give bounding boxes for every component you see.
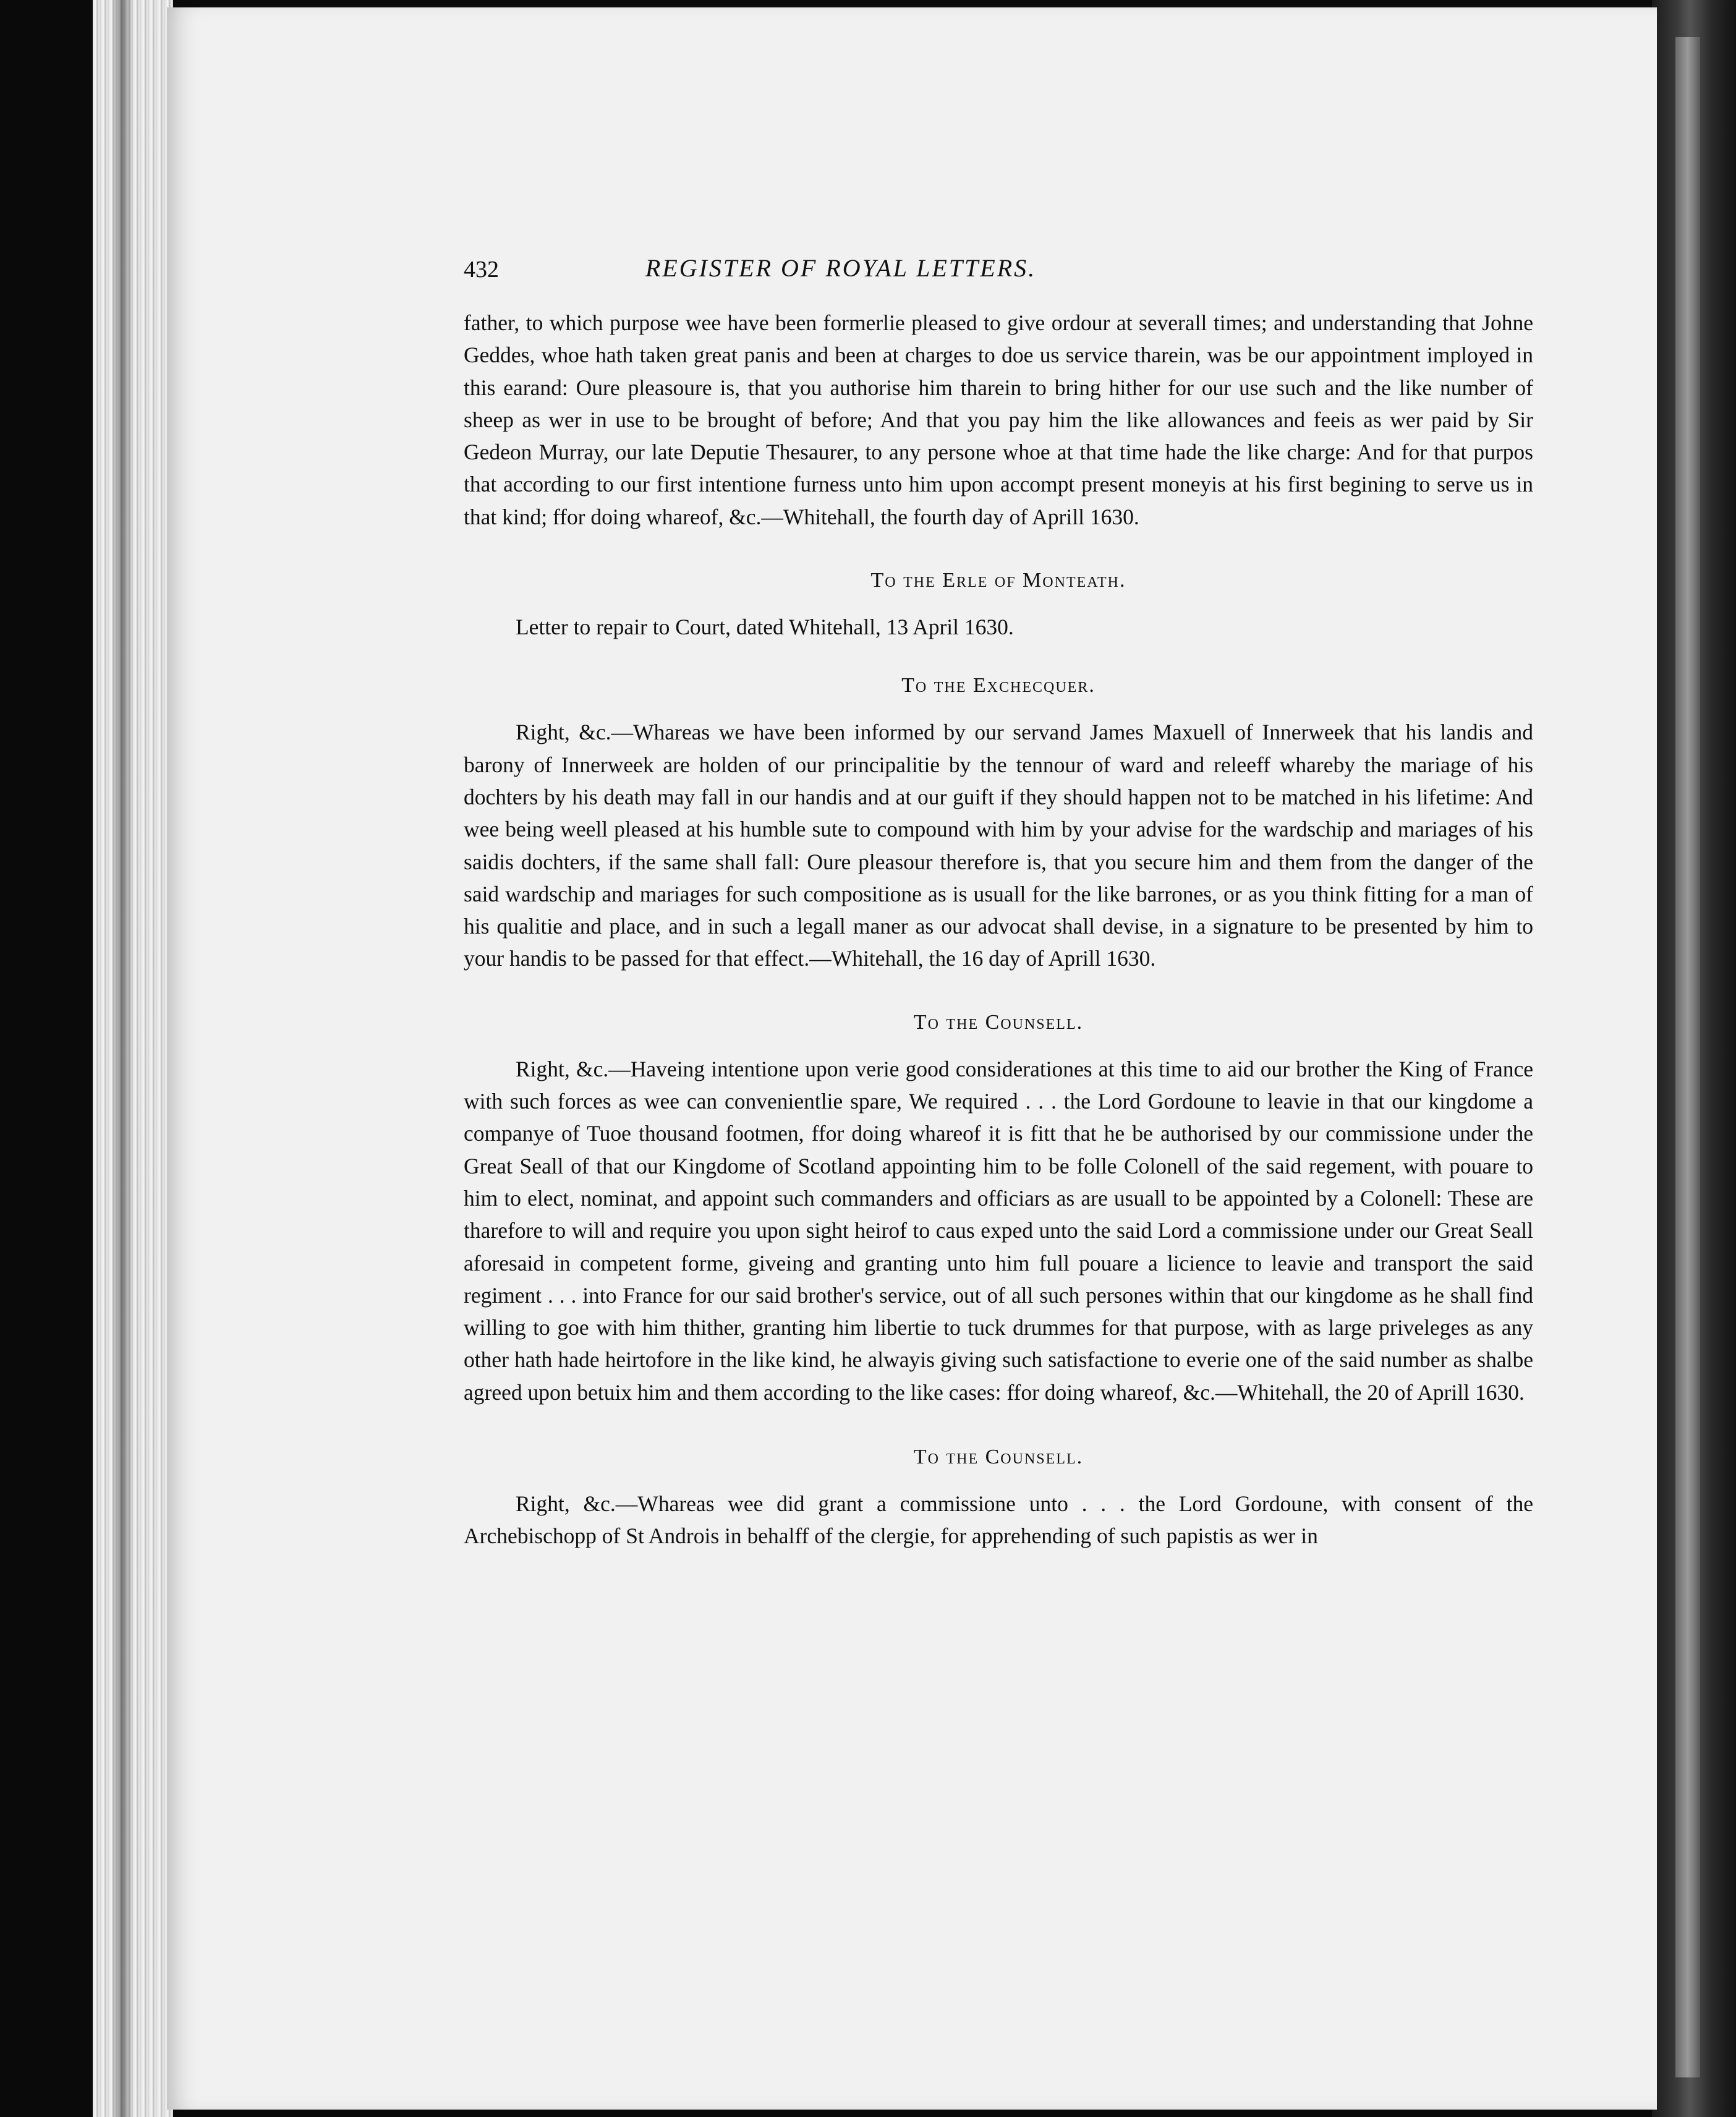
- page-body: [464, 307, 1533, 1553]
- adjacent-page-strip: [1675, 37, 1700, 2077]
- paragraph-counsell-letter-2: Right, &c.—Whareas wee did grant a commissione unto . . . the Lord Gordoune, with consent of the Archebischopp of St Androis in behalff of the clergie, for apprehending of such papistis as wer in: [464, 1491, 1533, 1549]
- page-edge-shadow: [111, 0, 134, 2117]
- paragraph-counsell-letter-1: Right, &c.—Haveing intentione upon verie good considerationes at this time to aid our brother the King of France with such forces as wee can convenientlie spare, We required . . . the Lord Gordoune to leavie in that our kingdome a companye of Tuoe thousand footmen, ffor doing whareof it is fitt that he be authorised by our commissione under the Great Seall of that our Kingdome of Scotland appointing him to be folle Colonell of the said regement, with pouare to him to elect, nominat, and appoint such commanders and officiars as are usuall to be appointed by a Colonell: These are tharefore to will and require you upon sight heirof to caus exped unto the said Lord a commissione under our Great Seall aforesaid in competent forme, giveing and granting unto him full pouare a licience to leavie and transport the said regiment . . . into France for our said brother's service, out of all such persones within that our kingdome as he shall find willing to goe with him thither, granting him libertie to tuck drummes for that purpose, with as large priveleges as any other hath hade heirtofore in the like kind, he alwayis giving such satisfactione to everie one of the said number as shalbe agreed upon betuix him and them according to the like cases: ffor doing whareof, &c.—Whitehall, the 20 of Aprill 1630.: [464, 1056, 1533, 1405]
- heading-counsell-1: To the Counsell.: [913, 1010, 1084, 1034]
- summary-letter-monteath: Letter to repair to Court, dated Whitehall, 13 April 1630.: [516, 615, 1014, 640]
- paragraph-letter-1-end: father, to which purpose wee have been formerlie pleased to give ordour at severall times; and understanding that Johne Geddes, whoe hath taken great panis and been at charges to doe us service tharein, was be our appointment imployed in this earand: Oure pleasoure is, that you authorise him tharein to bring hither for our use such and the like number of sheep as wer in use to be brought of before; And that you pay him the like allowances and feeis as wer paid by Sir Gedeon Murray, our late Deputie Thesaurer, to any persone whoe at that time hade the like charge: And for that purpos that according to our first intentione furness unto him upon accompt present moneyis at his first begining to serve us in that kind; ffor doing whareof, &c.—Whitehall, the fourth day of Aprill 1630.: [464, 310, 1533, 529]
- heading-erle-of-monteath: To the Erle of Monteath.: [870, 569, 1126, 592]
- paragraph-exchecquer-letter: Right, &c.—Whareas we have been informed by our servand James Maxuell of Innerweek that his landis and barony of Innerweek are holden of our principalitie by the tennour of ward and releeff whareby the mariage of his dochters by his death may fall in our handis and at our guift if they should happen not to be matched in his lifetime: And wee being weell pleased at his humble sute to compound with him by your advise for the wardschip and mariages of his saidis dochters, if the same shall fall: Oure pleasour therefore is, that you secure him and them from the danger of the said wardschip and mariages for such compositione as is usuall for the like barrones, or as you think fitting for a man of his qualitie and place, and in such a legall maner as our advocat shall devise, in a signature to be presented by him to your handis to be passed for that effect.—Whitehall, the 16 day of Aprill 1630.: [464, 720, 1533, 971]
- heading-counsell-2: To the Counsell.: [913, 1446, 1084, 1469]
- page-header: [464, 253, 1533, 291]
- page-number: 432: [464, 257, 499, 283]
- heading-exchecquer: To the Exchecquer.: [901, 674, 1096, 697]
- running-head: REGISTER OF ROYAL LETTERS.: [645, 254, 1037, 282]
